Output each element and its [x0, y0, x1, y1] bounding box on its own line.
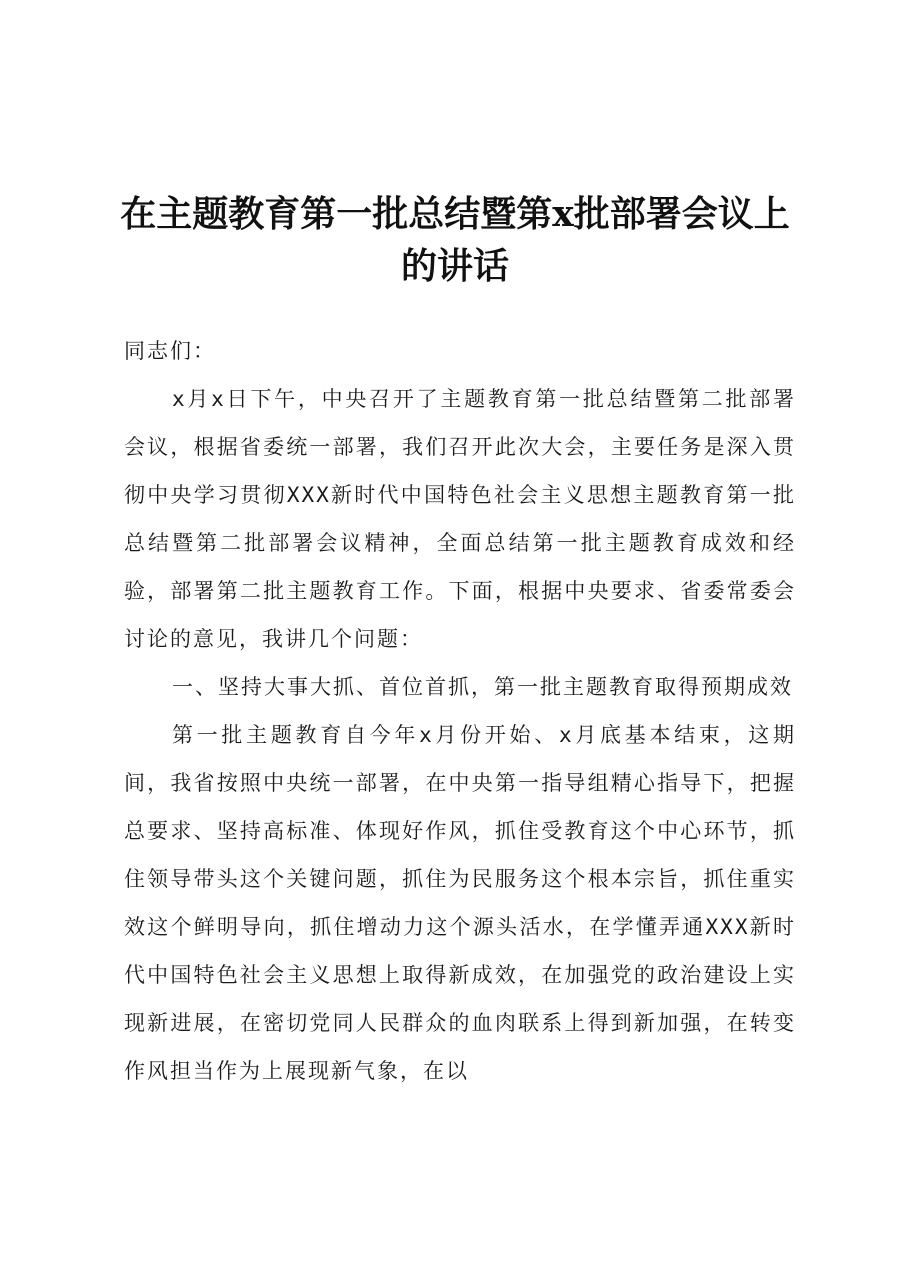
paragraph-intro: x月x日下午，中央召开了主题教育第一批总结暨第二批部署会议，根据省委统一部署，我们召开此次大会，主要任务是深入贯彻中央学习贯彻XXX新时代中国特色社会主义思想主题教育第一批总结暨第二批部署会议精神，全面总结第一批主题教育成效和经验，部署第二批主题教育工作。下面，根据中央要求、省委常委会讨论的意见，我讲几个问题：	[124, 387, 796, 651]
salutation: 同志们：	[124, 339, 216, 363]
document-title: 在主题教育第一批总结暨第x批部署会议上的讲话	[120, 193, 790, 287]
section-heading-1: 一、坚持大事大抓、首位首抓，第一批主题教育取得预期成效	[172, 675, 793, 699]
document-body	[124, 327, 796, 1095]
paragraph-section-1: 第一批主题教育自今年x月份开始、x月底基本结束，这期间，我省按照中央统一部署，在中央第一指导组精心指导下，把握总要求、坚持高标准、体现好作风，抓住受教育这个中心环节，抓住领导带头这个关键问题，抓住为民服务这个根本宗旨，抓住重实效这个鲜明导向，抓住增动力这个源头活水，在学懂弄通XXX新时代中国特色社会主义思想上取得新成效，在加强党的政治建设上实现新进展，在密切党同人民群众的血肉联系上得到新加强，在转变作风担当作为上展现新气象，在以	[124, 723, 796, 1083]
